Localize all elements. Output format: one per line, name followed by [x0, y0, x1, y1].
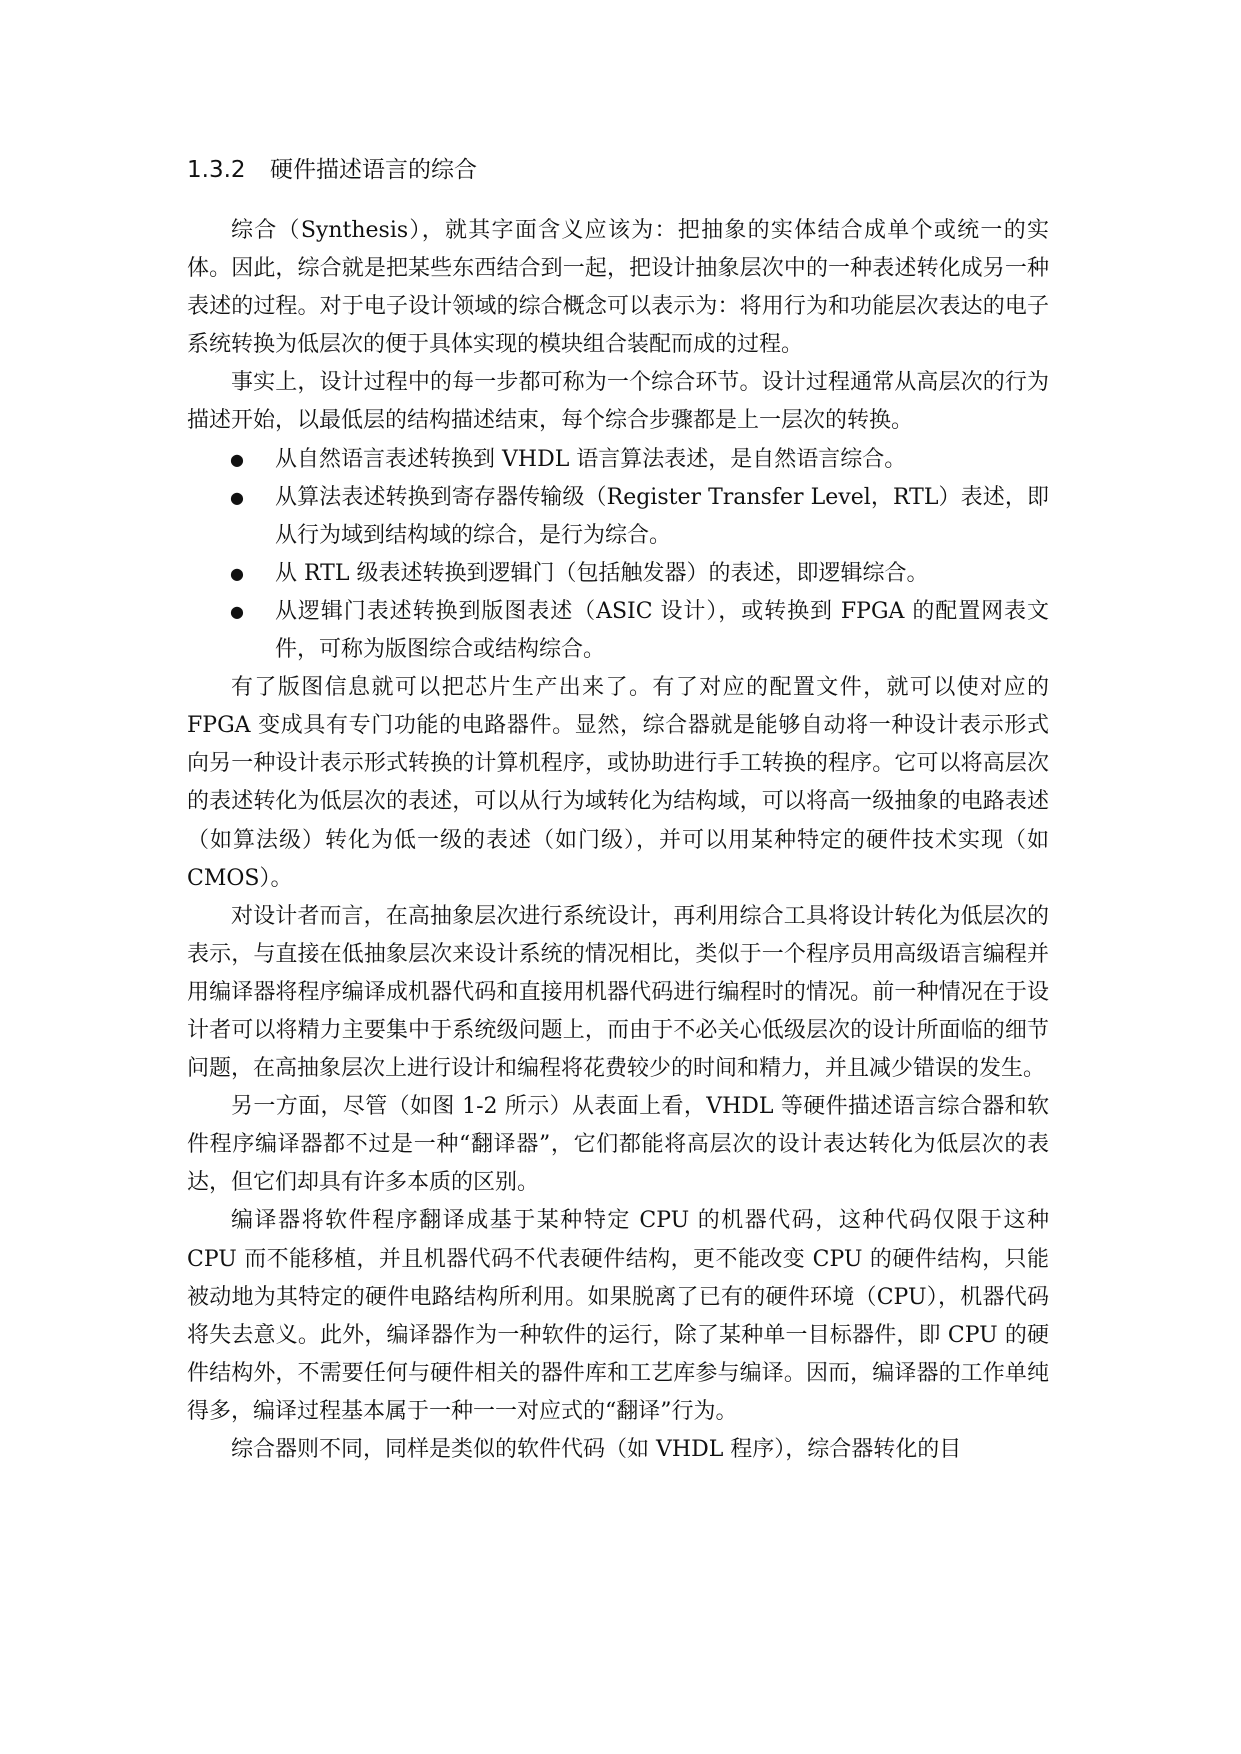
paragraph: 另一方面，尽管（如图 1-2 所示）从表面上看，VHDL 等硬件描述语言综合器和软件程序编译器都不过是一种“翻译器”，它们都能将高层次的设计表达转化为低层次的表达，但它们却具有许多本质的区别。 — [187, 1094, 1049, 1196]
list-item-text: 从逻辑门表述转换到版图表述（ASIC 设计），或转换到 FPGA 的配置网表文件，可称为版图综合或结构综合。 — [275, 598, 1049, 663]
bullet-icon: ● — [230, 487, 244, 507]
paragraph: 编译器将软件程序翻译成基于某种特定 CPU 的机器代码，这种代码仅限于这种 CPU 而不能移植，并且机器代码不代表硬件结构，更不能改变 CPU 的硬件结构，只能被动地为其特定的硬件电路结构所利用。如果脱离了已有的硬件环境（CPU），机器代码将失去意义。此外，编译器作为一种软件的运行，除了某种单一目标器件，即 CPU 的硬件结构外，不需要任何与硬件相关的器件库和工艺库参与编译。因而，编译器的工作单纯得多，编译过程基本属于一种一一对应式的“翻译”行为。 — [187, 1208, 1049, 1424]
bullet-icon: ● — [230, 601, 244, 621]
section-number: 1.3.2 — [187, 157, 246, 183]
body-text — [187, 212, 1049, 1469]
bullet-icon: ● — [230, 449, 244, 469]
list-item-text: 从 RTL 级表述转换到逻辑门（包括触发器）的表述，即逻辑综合。 — [275, 560, 929, 586]
bullet-list — [187, 441, 1049, 670]
paragraph: 综合（Synthesis），就其字面含义应该为：把抽象的实体结合成单个或统一的实体。因此，综合就是把某些东西结合到一起，把设计抽象层次中的一种表述转化成另一种表述的过程。对于电子设计领域的综合概念可以表示为：将用行为和功能层次表达的电子系统转换为低层次的便于具体实现的模块组合装配而成的过程。 — [187, 218, 1049, 358]
list-item — [187, 441, 1049, 479]
paragraph: 综合器则不同，同样是类似的软件代码（如 VHDL 程序），综合器转化的目 — [231, 1437, 962, 1462]
paragraph: 有了版图信息就可以把芯片生产出来了。有了对应的配置文件，就可以使对应的 FPGA 变成具有专门功能的电路器件。显然，综合器就是能够自动将一种设计表示形式向另一种设计表示形式转换的计算机程序，或协助进行手工转换的程序。它可以将高层次的表述转化为低层次的表述，可以从行为域转化为结构域，可以将高一级抽象的电路表述（如算法级）转化为低一级的表述（如门级），并可以用某种特定的硬件技术实现（如 CMOS）。 — [187, 675, 1049, 891]
list-item-text: 从自然语言表述转换到 VHDL 语言算法表述，是自然语言综合。 — [275, 446, 907, 472]
paragraph: 事实上，设计过程中的每一步都可称为一个综合环节。设计过程通常从高层次的行为描述开始，以最低层的结构描述结束，每个综合步骤都是上一层次的转换。 — [187, 370, 1049, 434]
list-item-text: 从算法表述转换到寄存器传输级（Register Transfer Level，RTL）表述，即从行为域到结构域的综合，是行为综合。 — [275, 484, 1049, 548]
paragraph: 对设计者而言，在高抽象层次进行系统设计，再利用综合工具将设计转化为低层次的表示，与直接在低抽象层次来设计系统的情况相比，类似于一个程序员用高级语言编程并用编译器将程序编译成机器代码和直接用机器代码进行编程时的情况。前一种情况在于设计者可以将精力主要集中于系统级问题上，而由于不必关心低级层次的设计所面临的细节问题，在高抽象层次上进行设计和编程将花费较少的时间和精力，并且减少错误的发生。 — [187, 903, 1049, 1082]
list-item — [187, 593, 1049, 669]
section-heading — [187, 150, 477, 190]
section-title: 硬件描述语言的综合 — [270, 157, 477, 183]
bullet-icon: ● — [230, 563, 244, 583]
list-item — [187, 479, 1049, 555]
list-item — [187, 555, 1049, 593]
